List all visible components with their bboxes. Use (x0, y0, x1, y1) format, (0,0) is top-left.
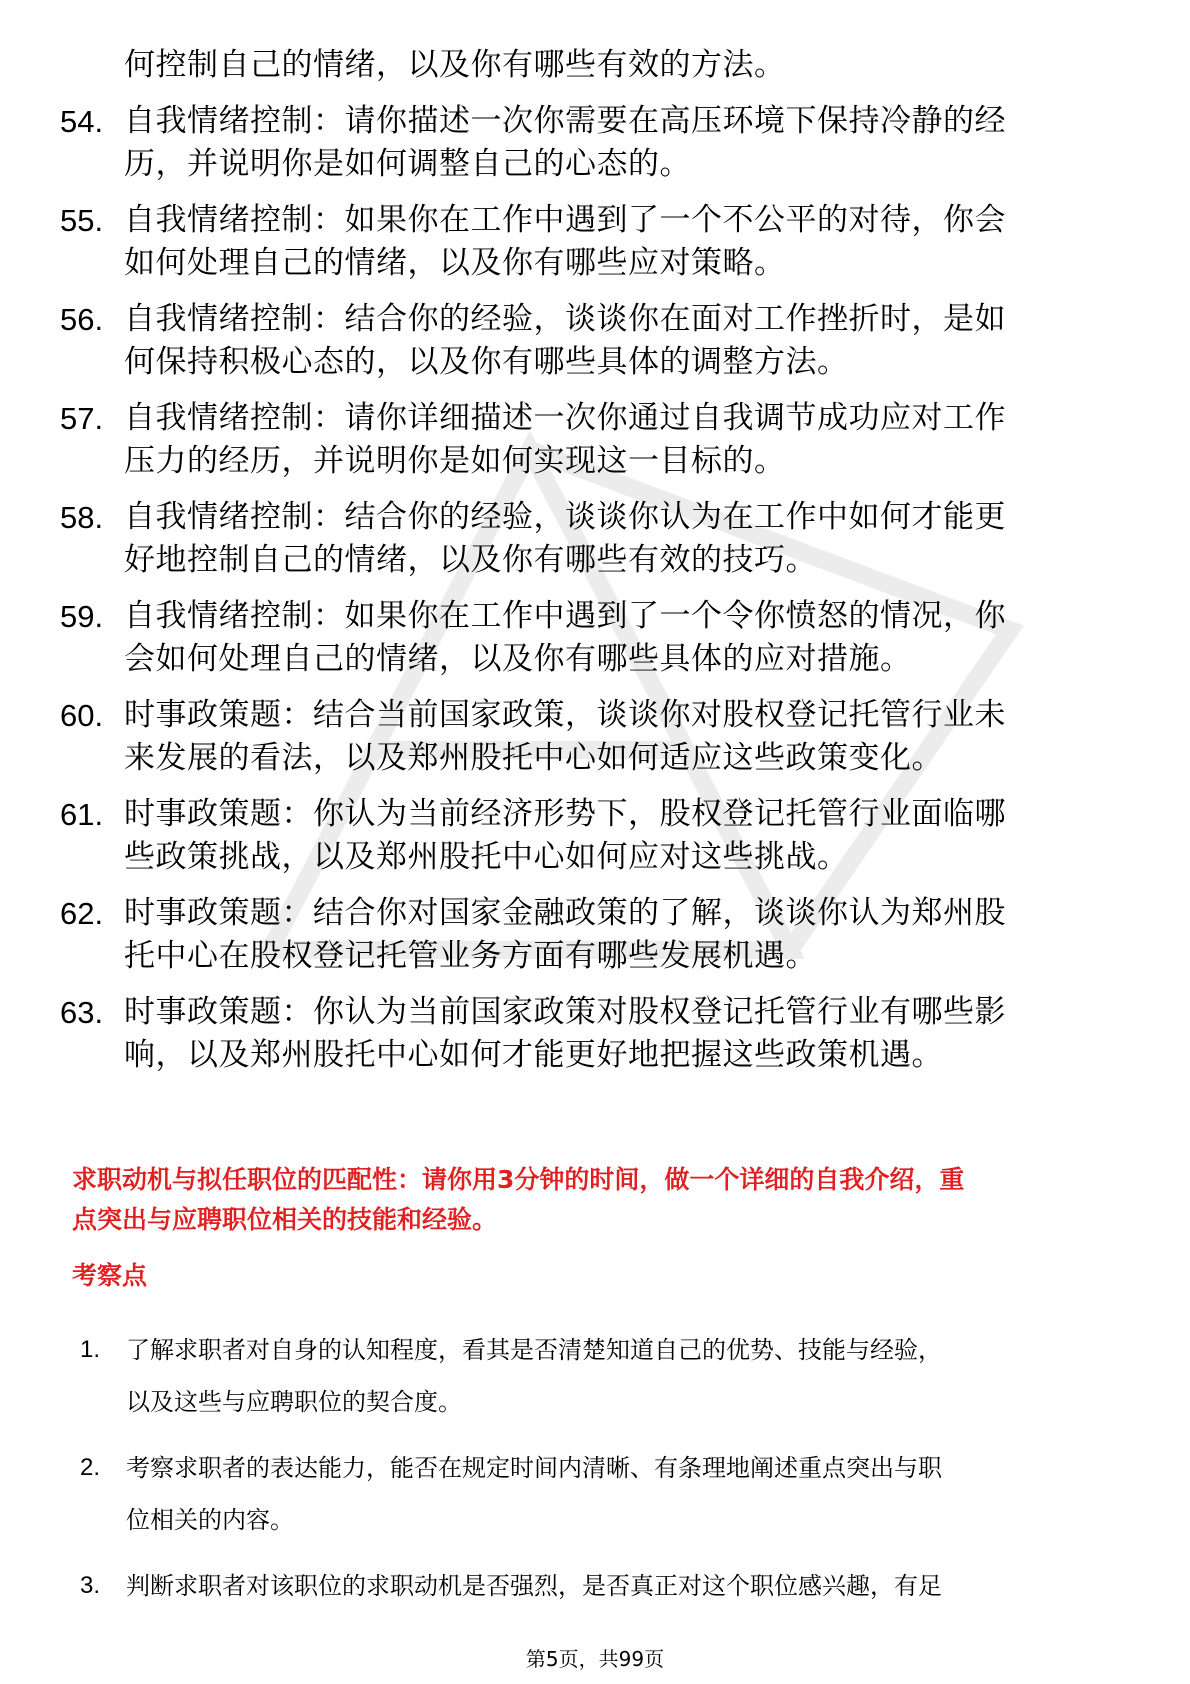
question-item (60, 793, 1120, 879)
question-item (60, 892, 1120, 978)
point-line: 了解求职者对自身的认知程度，看其是否清楚知道自己的优势、技能与经验， (126, 1336, 942, 1364)
question-line: 自我情绪控制：结合你的经验，谈谈你在面对工作挫折时，是如 (124, 301, 1006, 337)
point-text (126, 1560, 942, 1612)
question-line: 压力的经历，并说明你是如何实现这一目标的。 (124, 443, 786, 479)
question-text (124, 298, 1006, 384)
assessment-point (80, 1442, 1130, 1546)
point-number: 2. (80, 1454, 101, 1481)
point-line: 以及这些与应聘职位的契合度。 (126, 1388, 462, 1416)
question-number: 57. (60, 401, 104, 436)
point-text (126, 1442, 942, 1546)
question-line: 时事政策题：结合当前国家政策，谈谈你对股权登记托管行业未 (124, 697, 1006, 733)
question-number: 61. (60, 797, 104, 832)
page-footer: 第5页，共99页 (525, 1647, 665, 1671)
question-number: 55. (60, 203, 104, 238)
question-text (124, 892, 1006, 978)
question-line: 托中心在股权登记托管业务方面有哪些发展机遇。 (124, 938, 817, 974)
question-number: 56. (60, 302, 104, 337)
question-line: 时事政策题：结合你对国家金融政策的了解，谈谈你认为郑州股 (124, 895, 1006, 931)
highlight-question-line: 求职动机与拟任职位的匹配性：请你用3分钟的时间，做一个详细的自我介绍，重 (72, 1165, 965, 1194)
point-line: 考察求职者的表达能力，能否在规定时间内清晰、有条理地阐述重点突出与职 (126, 1454, 942, 1482)
question-line: 时事政策题：你认为当前经济形势下，股权登记托管行业面临哪 (124, 796, 1006, 832)
question-text (124, 397, 1006, 483)
question-number: 60. (60, 698, 104, 733)
question-line: 自我情绪控制：结合你的经验，谈谈你认为在工作中如何才能更 (124, 499, 1006, 535)
question-line: 历，并说明你是如何调整自己的心态的。 (124, 146, 691, 182)
point-text (126, 1324, 942, 1428)
question-line: 来发展的看法，以及郑州股托中心如何适应这些政策变化。 (124, 740, 943, 776)
question-text (124, 199, 1006, 285)
question-text (124, 595, 1006, 681)
question-item (60, 991, 1120, 1077)
question-list (60, 100, 1120, 1077)
question-line: 时事政策题：你认为当前国家政策对股权登记托管行业有哪些影 (124, 994, 1006, 1030)
question-number: 58. (60, 500, 104, 535)
question-item (60, 100, 1120, 186)
question-item (60, 199, 1120, 285)
question-text (124, 991, 1006, 1077)
question-number: 63. (60, 995, 104, 1030)
question-line: 自我情绪控制：请你详细描述一次你通过自我调节成功应对工作 (124, 400, 1006, 436)
question-line: 响，以及郑州股托中心如何才能更好地把握这些政策机遇。 (124, 1037, 943, 1073)
question-line: 何保持积极心态的，以及你有哪些具体的调整方法。 (124, 344, 849, 380)
point-line: 位相关的内容。 (126, 1506, 294, 1534)
question-text (124, 496, 1006, 582)
question-number: 62. (60, 896, 104, 931)
question-line: 些政策挑战，以及郑州股托中心如何应对这些挑战。 (124, 839, 849, 875)
assessment-points-heading: 考察点 (72, 1261, 148, 1290)
question-item (60, 595, 1120, 681)
question-line: 自我情绪控制：请你描述一次你需要在高压环境下保持冷静的经 (124, 103, 1006, 139)
question-line: 会如何处理自己的情绪，以及你有哪些具体的应对措施。 (124, 641, 912, 677)
highlight-question-line: 点突出与应聘职位相关的技能和经验。 (72, 1205, 498, 1234)
question-text (124, 694, 1006, 780)
question-number: 59. (60, 599, 104, 634)
question-item (60, 496, 1120, 582)
highlight-question (72, 1160, 1132, 1240)
question-line: 自我情绪控制：如果你在工作中遇到了一个令你愤怒的情况，你 (124, 598, 1006, 634)
continuation-line: 何控制自己的情绪，以及你有哪些有效的方法。 (124, 47, 786, 83)
question-item (60, 298, 1120, 384)
question-line: 好地控制自己的情绪，以及你有哪些有效的技巧。 (124, 542, 817, 578)
question-item (60, 397, 1120, 483)
question-item (60, 694, 1120, 780)
point-number: 3. (80, 1572, 101, 1599)
point-number: 1. (80, 1336, 101, 1363)
question-line: 如何处理自己的情绪，以及你有哪些应对策略。 (124, 245, 786, 281)
question-line: 自我情绪控制：如果你在工作中遇到了一个不公平的对待，你会 (124, 202, 1006, 238)
assessment-points-list (80, 1324, 1130, 1626)
assessment-point (80, 1324, 1130, 1428)
question-text (124, 793, 1006, 879)
point-line: 判断求职者对该职位的求职动机是否强烈，是否真正对这个职位感兴趣，有足 (126, 1572, 942, 1600)
question-text (124, 100, 1006, 186)
assessment-point (80, 1560, 1130, 1612)
question-number: 54. (60, 104, 104, 139)
